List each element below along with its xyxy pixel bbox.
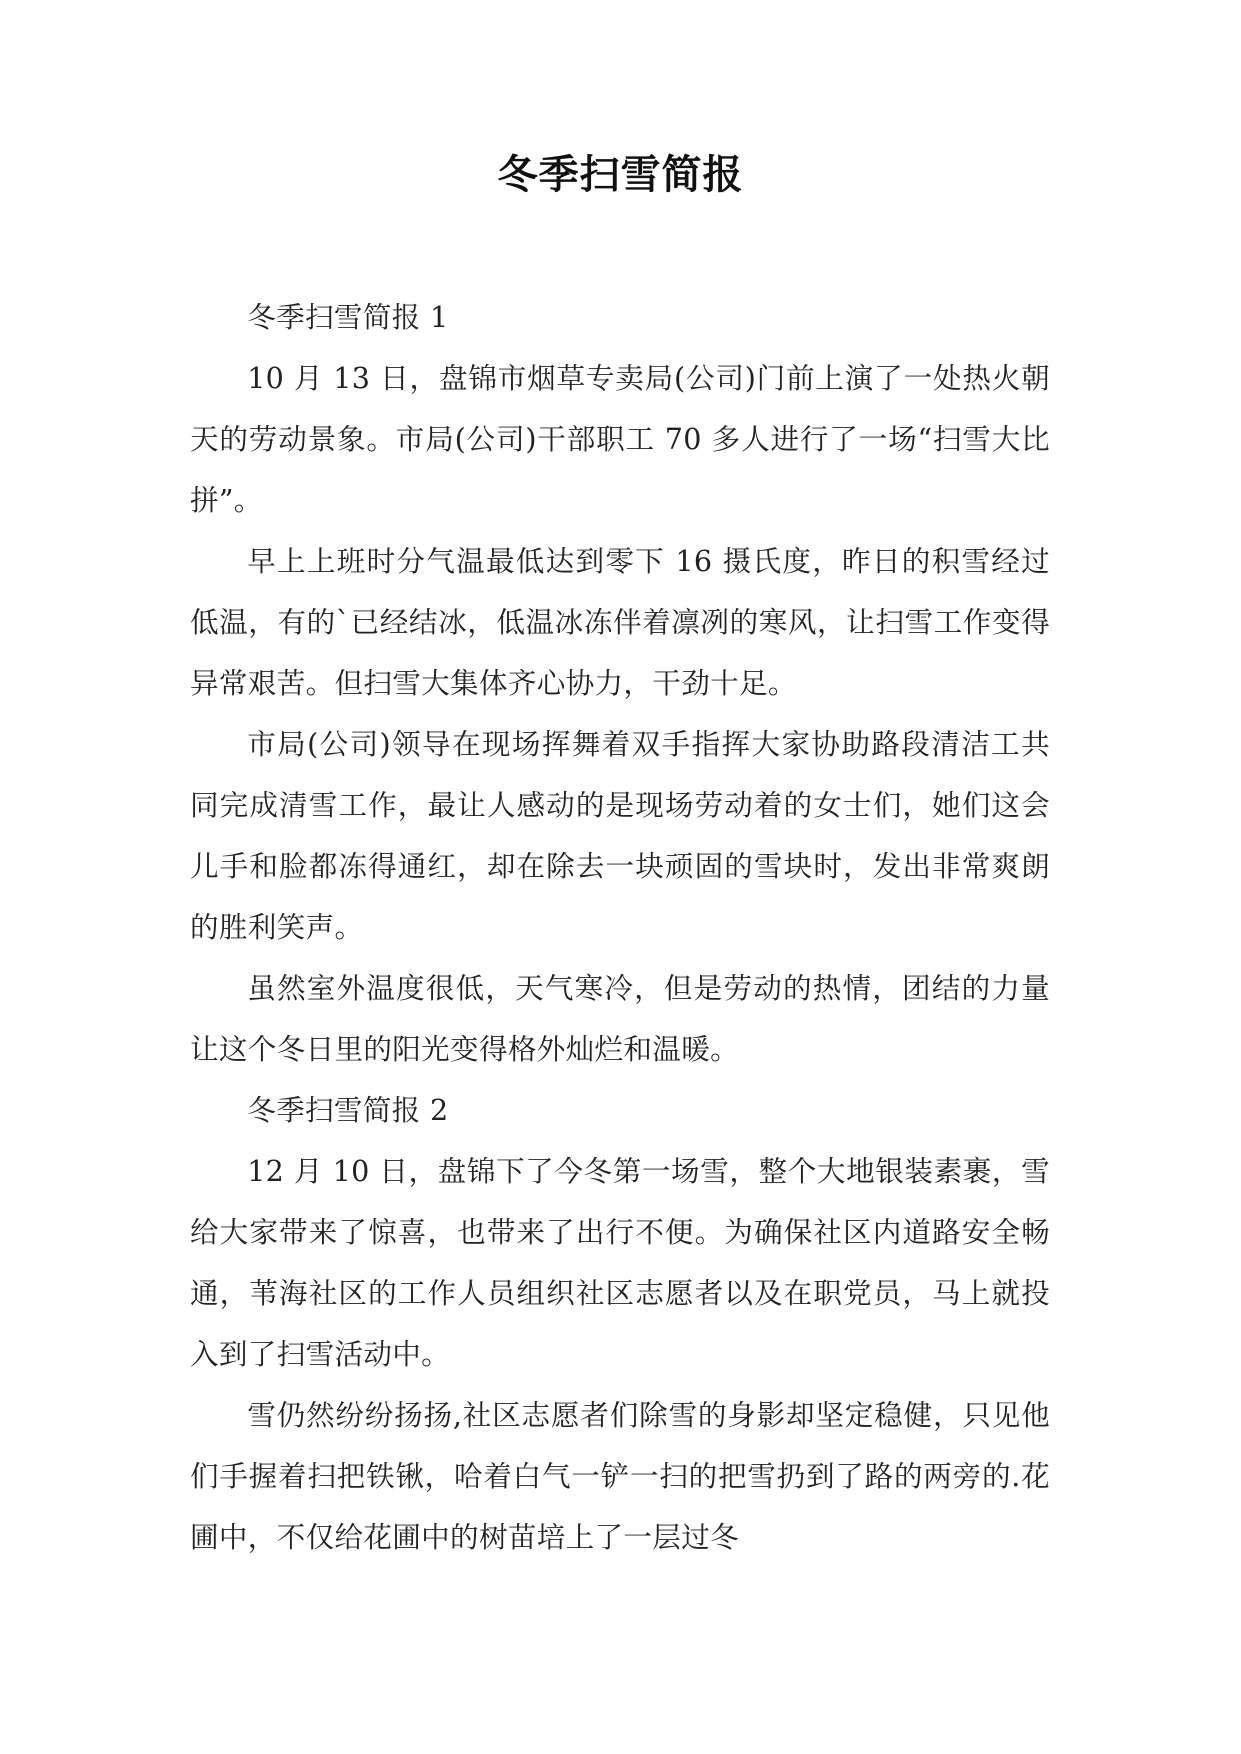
body-paragraph: 雪仍然纷纷扬扬,社区志愿者们除雪的身影却坚定稳健，只见他们手握着扫把铁锹，哈着白气一铲一扫的把雪扔到了路的两旁的.花圃中，不仅给花圃中的树苗培上了一层过冬	[190, 1398, 1050, 1554]
body-paragraph: 10 月 13 日，盘锦市烟草专卖局(公司)门前上演了一处热火朝天的劳动景象。市局(公司)干部职工 70 多人进行了一场“扫雪大比拼”。	[190, 361, 1050, 517]
body-paragraph: 12 月 10 日，盘锦下了今冬第一场雪，整个大地银装素裹，雪给大家带来了惊喜，也带来了出行不便。为确保社区内道路安全畅通，苇海社区的工作人员组织社区志愿者以及在职党员，马上就投入到了扫雪活动中。	[190, 1154, 1050, 1371]
body-paragraph: 虽然室外温度很低，天气寒冷，但是劳动的热情，团结的力量让这个冬日里的阳光变得格外灿烂和温暖。	[190, 971, 1050, 1066]
document-body	[190, 287, 1050, 1568]
section-heading-1: 冬季扫雪简报 1	[247, 300, 449, 334]
body-paragraph: 市局(公司)领导在现场挥舞着双手指挥大家协助路段清洁工共同完成清雪工作，最让人感动的是现场劳动着的女士们，她们这会儿手和脸都冻得通红，却在除去一块顽固的雪块时，发出非常爽朗的胜利笑声。	[190, 727, 1050, 944]
body-paragraph: 早上上班时分气温最低达到零下 16 摄氏度，昨日的积雪经过低温，有的`已经结冰，低温冰冻伴着凛冽的寒风，让扫雪工作变得异常艰苦。但扫雪大集体齐心协力，干劲十足。	[190, 544, 1050, 700]
section-heading-2: 冬季扫雪简报 2	[247, 1093, 449, 1127]
document-title: 冬季扫雪简报	[497, 152, 744, 198]
